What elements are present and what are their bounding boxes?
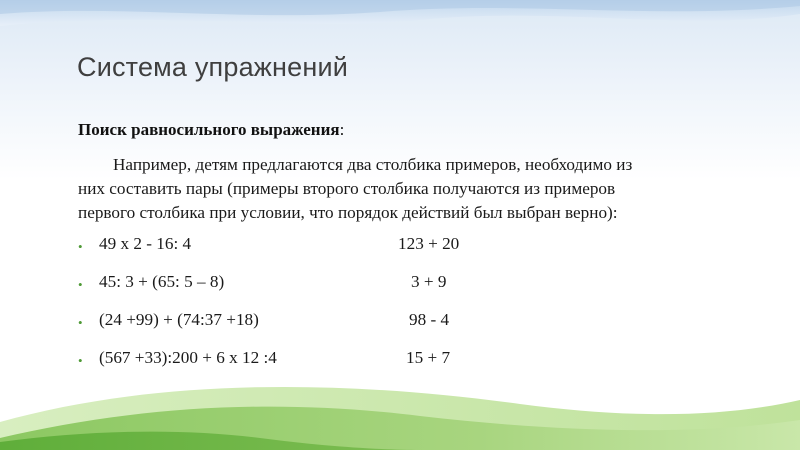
left-expression: (24 +99) + (74:37 +18) (99, 310, 259, 329)
right-expression: 123 + 20 (398, 234, 460, 253)
expression-list (78, 234, 728, 386)
description-paragraph (78, 153, 728, 225)
paragraph-line: Например, детям предлагаются два столбика примеров, необходимо из (113, 155, 633, 174)
paragraph-line: первого столбика при условии, что порядок действий был выбран верно): (78, 203, 618, 222)
bullet-icon: • (78, 315, 83, 330)
list-item (78, 348, 728, 386)
left-expression: 49 x 2 - 16: 4 (99, 234, 192, 253)
left-expression: 45: 3 + (65: 5 – 8) (99, 272, 225, 291)
top-wave-decoration (0, 0, 800, 40)
paragraph-line: них составить пары (примеры второго столбика получаются из примеров (78, 179, 616, 198)
subheading-suffix: : (339, 120, 345, 139)
left-expression: (567 +33):200 + 6 x 12 :4 (99, 348, 277, 367)
bullet-icon: • (78, 353, 83, 368)
bullet-icon: • (78, 277, 83, 292)
list-item (78, 310, 728, 348)
right-expression: 3 + 9 (411, 272, 447, 291)
bullet-icon: • (78, 239, 83, 254)
right-expression: 15 + 7 (406, 348, 451, 367)
subheading-bold: Поиск равносильного выражения (78, 120, 340, 139)
subheading (78, 120, 344, 140)
list-item (78, 272, 728, 310)
right-expression: 98 - 4 (409, 310, 450, 329)
list-item (78, 234, 728, 272)
slide-title: Система упражнений (77, 52, 349, 82)
